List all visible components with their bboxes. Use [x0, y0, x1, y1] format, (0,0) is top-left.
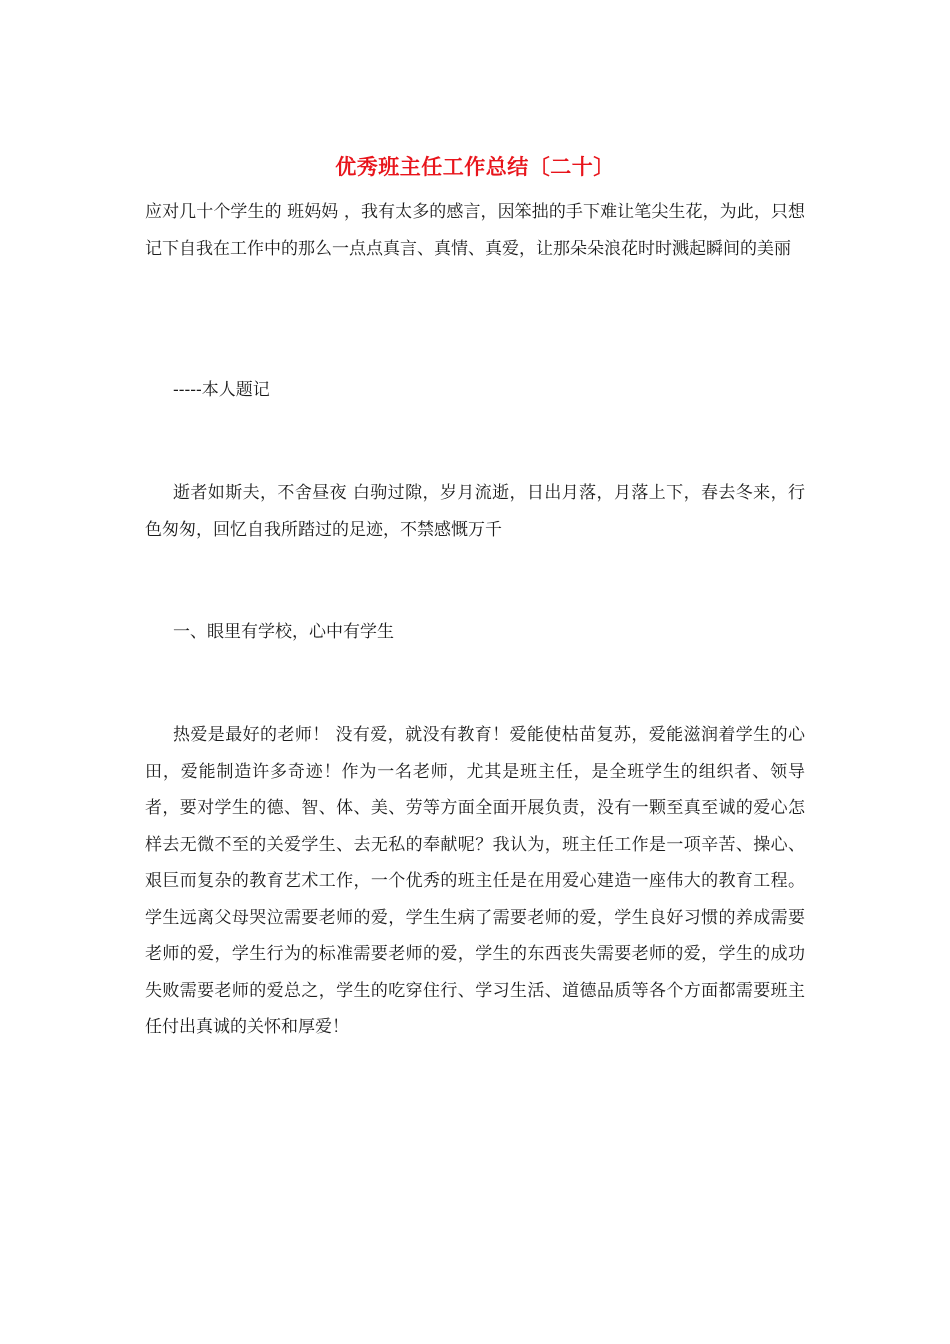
- intro-paragraph: 应对几十个学生的 班妈妈 ，我有太多的感言，因笨拙的手下难让笔尖生花，为此，只想记下自我在工作中的那么一点点真言、真情、真爱，让那朵朵浪花时时溅起瞬间的美丽: [145, 202, 805, 259]
- love-paragraph: 热爱是最好的老师！ 没有爱，就没有教育！爱能使枯苗复苏，爱能滋润着学生的心田，爱能制造许多奇迹！作为一名老师，尤其是班主任，是全班学生的组织者、领导者，要对学生的德、智、体、美、劳等方面全面开展负责，没有一颗至真至诚的爱心怎样去无微不至的关爱学生、去无私的奉献呢？我认为，班主任工作是一项辛苦、操心、艰巨而复杂的教育艺术工作，一个优秀的班主任是在用爱心建造一座伟大的教育工程。学生远离父母哭泣需要老师的爱，学生生病了需要老师的爱，学生良好习惯的养成需要老师的爱，学生行为的标准需要老师的爱，学生的东西丧失需要老师的爱，学生的成功失败需要老师的爱总之，学生的吃穿住行、学习生活、道德品质等各个方面都需要班主任付出真诚的关怀和厚爱！: [145, 725, 805, 1037]
- time-paragraph: 逝者如斯夫，不舍昼夜 白驹过隙，岁月流逝，日出月落，月落上下，春去冬来，行色匆匆，回忆自我所踏过的足迹，不禁感慨万千: [145, 483, 805, 540]
- signature-line: -----本人题记: [173, 380, 270, 400]
- section-heading: 一、眼里有学校，心中有学生: [173, 622, 394, 642]
- document-title: 优秀班主任工作总结〔二十〕: [335, 154, 615, 179]
